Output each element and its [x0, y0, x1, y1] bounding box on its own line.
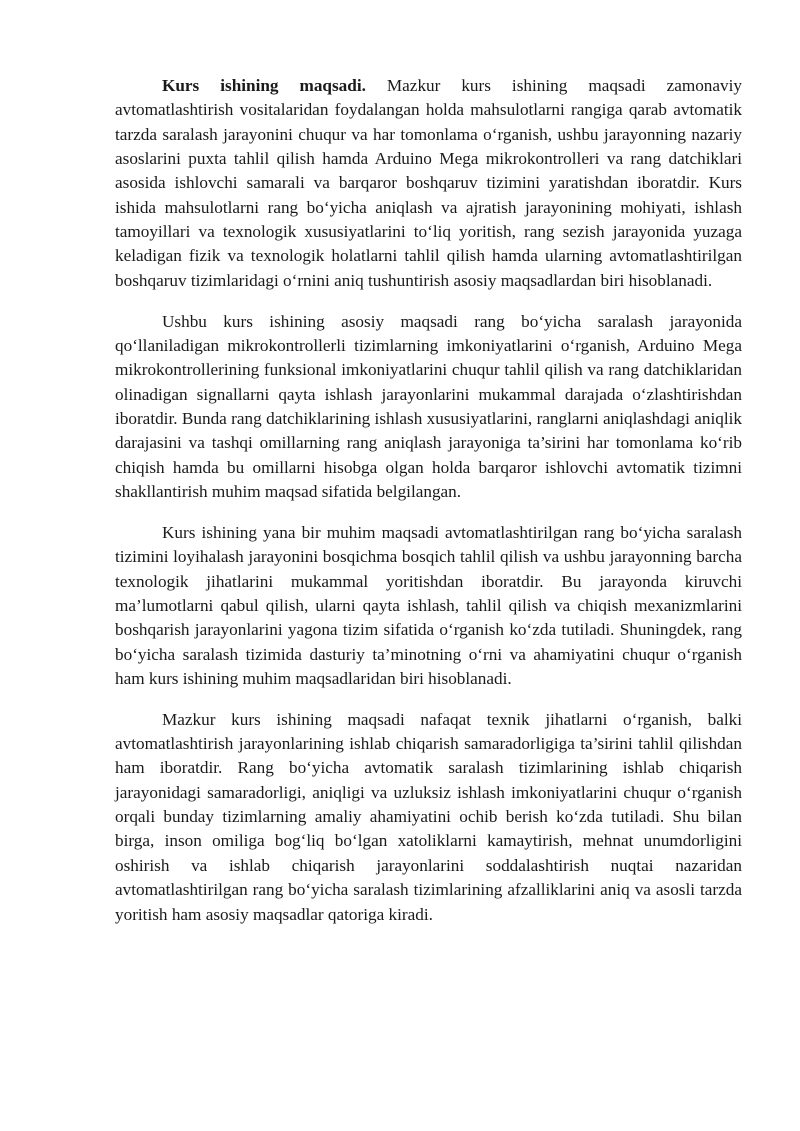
paragraph-4-text: Mazkur kurs ishining maqsadi nafaqat texnik jihatlarni o‘rganish, balki avtomatlashtirish jarayonlarining ishlab chiqarish samaradorligiga ta’sirini tahlil qilishdan ham iboratdir. Rang bo‘yicha avtomatik saralash tizimlarining ishlab chiqarish jarayonidagi samaradorligi, aniqligi va uzluksiz ishlash imkoniyatlarini chuqur o‘rganish orqali bunday tizimlarning amaliy ahamiyatini ochib berish ko‘zda tutiladi. Shu bilan birga, inson omiliga bog‘liq bo‘lgan xatoliklarni kamaytirish, mehnat unumdorligini oshirish va ishlab chiqarish jarayonlarini soddalashtirish nuqtai nazaridan avtomatlashtirilgan rang bo‘yicha saralash tizimlarining afzalliklarini aniq va asosli tarzda yoritish ham asosiy maqsadlar qatoriga kiradi. [115, 709, 742, 924]
paragraph-2 [115, 310, 742, 505]
paragraph-1-lead-heading: Kurs ishining maqsadi. [162, 76, 366, 95]
document-page [115, 74, 742, 927]
paragraph-2-text: Ushbu kurs ishining asosiy maqsadi rang bo‘yicha saralash jarayonida qo‘llaniladigan mikrokontrollerli tizimlarning imkoniyatlarini o‘rganish, Arduino Mega mikrokontrollerining funksional imkoniyatlarini chuqur tahlil qilish va rang datchiklaridan olinadigan signallarni qayta ishlash jarayonlarini mukammal darajada o‘zlashtirishdan iboratdir. Bunda rang datchiklarining ishlash xususiyatlarini, ranglarni aniqlashdagi aniqlik darajasini va tashqi omillarning rang aniqlash jarayoniga ta’sirini har tomonlama ko‘rib chiqish hamda bu omillarni hisobga olgan holda barqaror ishlovchi avtomatik tizimni shakllantirish muhim maqsad sifatida belgilangan. [115, 311, 742, 501]
paragraph-3 [115, 521, 742, 691]
paragraph-1 [115, 74, 742, 293]
paragraph-4 [115, 708, 742, 927]
paragraph-3-text: Kurs ishining yana bir muhim maqsadi avtomatlashtirilgan rang bo‘yicha saralash tizimini loyihalash jarayonini bosqichma bosqich tahlil qilish va ushbu jarayonning barcha texnologik jihatlarini mukammal yoritishdan iboratdir. Bu jarayonda kiruvchi ma’lumotlarni qabul qilish, ularni qayta ishlash, tahlil qilish va chiqish mexanizmlarini boshqarish jarayonlarini yagona tizim sifatida o‘rganish ko‘zda tutiladi. Shuningdek, rang bo‘yicha saralash tizimida dasturiy ta’minotning o‘rni va ahamiyatini chuqur o‘rganish ham kurs ishining muhim maqsadlaridan biri hisoblanadi. [115, 522, 742, 688]
paragraph-1-text: Mazkur kurs ishining maqsadi zamonaviy avtomatlashtirish vositalaridan foydalangan holda mahsulotlarni rangiga qarab avtomatik tarzda saralash jarayonini chuqur va har tomonlama o‘rganish, ushbu jarayonning nazariy asoslarini puxta tahlil qilish hamda Arduino Mega mikrokontrolleri va rang datchiklari asosida ishlovchi samarali va barqaror boshqaruv tizimini yaratishdan iboratdir. Kurs ishida mahsulotlarni rang bo‘yicha aniqlash va ajratish jarayonining mohiyati, ishlash tamoyillari va texnologik xususiyatlarini to‘liq yoritish, rang sezish jarayonida yuzaga keladigan fizik va texnologik holatlarni tahlil qilish hamda ularning avtomatlashtirilgan boshqaruv tizimlaridagi o‘rnini aniq tushuntirish asosiy maqsadlardan biri hisoblanadi. [115, 76, 742, 290]
